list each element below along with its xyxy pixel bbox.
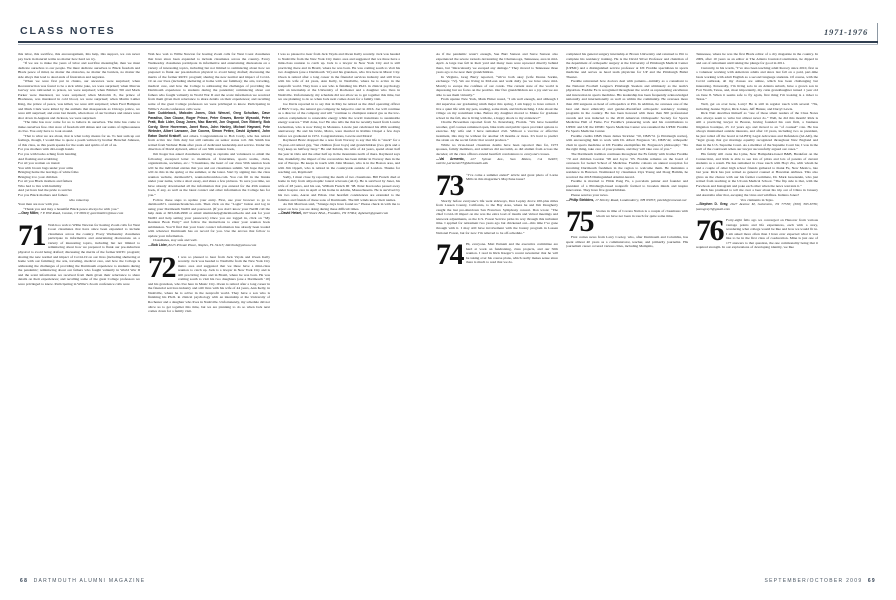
verse-line: You with brown bags under your arms — [18, 165, 74, 170]
paragraph: Classmates, stay safe and well. — [153, 238, 198, 243]
paragraph: Forty-eight falls ago we converged on Hanover from various vantage points and life experiences, each with a story, wondering what college would be like and how we would fit in. I am asked more often than I have ever expected what it was like to be in the first class of coeducation. Mine is just one of 177 answers to that question, the one commonality being that it required strength. In our explorations of developing identity, we like — [696, 218, 818, 250]
class-secretary-signature — [278, 211, 400, 216]
page-number-right: 69 — [867, 578, 876, 584]
column-2 — [148, 52, 270, 564]
paragraph: Freddie reinvented how doctors deal with patients—initially as a consultant to the National Football League’s Pittsburgh Steelers and ultimately as the team’s physician. Freddie Fu is recognized throughout the world as representing excellence and innovation in sports medicine. His leadership has been frequently acknowledged nationally and internationally as well as within the community. He oversees more than 200 surgeons as head of orthopedics at Pitt. In addition, he oversees one of the best and most ethnically and gender-diversified orthopedic residency training programs in the country. He has been honored with more than 300 professional awards and was inducted to the 2016 American Orthopaedic Society for Sports Medicine Hall of Fame. For Freddie’s pioneering work and his contributions to UPMC and UP, the UPMC Sports Medicine Center was renamed the UPMC Freddie Fu Sports Medicine Center. — [566, 79, 688, 134]
class-year-dropcap: 72 — [148, 250, 175, 284]
page-number-left: 68 — [20, 578, 29, 584]
column-3 — [278, 52, 400, 564]
verse-line: Bringing it to your children — [18, 174, 58, 179]
verse-line: Your men are now with you. — [18, 202, 59, 207]
verse-line: And yet have had the pride to survive — [18, 188, 72, 193]
verse-line: who raised up — [68, 197, 90, 202]
paragraph: Sadly, I must close by reporting the death of two classmates. Bill French died at home in July from amyotrophic lateral sclerosis (ALS). He is survived by Janet, his wife of 28 years, and his son, William French III ’08. Peter Kaczowka passed away under hospice care in April at his home in Adams, Massachusetts. He is survived by his two sons, Aaron and Ethan. Our heartfelt condolences are extended to the families and friends of these sons of Dartmouth. The hill winds know their names. — [278, 174, 400, 202]
class-secretary-signature — [696, 202, 818, 211]
paragraph: Shortly before everyone’s life went sideways, Don Lepley drove 100-plus miles from Lassen County, California, to the Bay Area, where he and Jim Dougherty caught the last pre-shutdown San Francisco Symphony concert. Don wrote: “The chief Covid-19 impact on me was the extra load of insults and virtual meetings and telework adjustments, as the U.S. Forest Service picks its way through this turbulent time. I applied for retirement two years ago but chickened out—this time I’ve gone through with it. I may still have involvement with the botany program in Lassen National Forest, but for now I’m relieved to be off-schedule.” — [436, 198, 558, 235]
class-secretary-signature — [436, 157, 558, 166]
signature-name: —Stephen D. Gray, — [696, 202, 729, 207]
paragraph: His family still owns the Lyme, New Hampshire-based B&B, Breakfast on the Connecticut, and Rick is able to see lots of pilots and lots of parents of current students as a result. He has remained in close touch with Hoyt Zia, with whom he and a couple of other high school friends gathered to thank Fu, New Mexico, late last year. Rick has just retired as general counsel at Hawaiian Airlines. This also gives us the chance with our his former roommate, Dr. Mark Greenstein, who just retired from teaching at the UConn Medical School. “The flip side is that, with the Facebook and Instagram and poke each other when the news warrants it.” — [696, 152, 818, 188]
paragraph: First comes news from Larry Cooley, who, after Dartmouth and Columbia, has spent almost 40 years as a communicator, teacher, and primarily journalist. His journalism career covered various cities, including Memphis, — [566, 235, 688, 249]
verse-line: For you Black mothers and fathers — [18, 192, 68, 197]
paragraph: Follow these steps to update your entry. First, use your browser to go to dartmouth71. reunionchronicles.com. Then click on the “Login” button and log in using your Dartmouth NetID and password. (If you don’t know your NetID call the help desk at 603-646-2999 or email alumni.help@dartmouth.edu and ask for your NetID and help setting your password.) Once you are logged in, click on “My Reunion Book Entry” and follow the instructions to enter your reunion book submission. You’ll find that your basic contact information has already been loaded with whatever Dartmouth has on record for you. Use the arrows that follow to update your information. — [148, 197, 270, 238]
paragraph: “If we are to make the years of labor and sacrifice meaningful, then we must dedicate ourselves to our people. We must dedicate ourselves to Black freedom and Black peace of mind, no matter the obstacles, no matter the barriers, no matter the side alleys that lead to dead ends of frustration and negation. — [18, 61, 140, 79]
column-6 — [696, 52, 818, 564]
signature-address: 997 Shore Blvd., Franklin, TN 37064; dghetzel@gmail.com — [301, 211, 389, 216]
publication-name: DARTMOUTH ALUMNI MAGAZINE — [33, 578, 146, 584]
paragraph: Tennessee, where he was the first Black editor of a city magazine in the country. In 2009, after 10 years as an editor at The Atlanta Journal-Constitution, he dipped in and out of retirement until taking the plunge for good in 2011. — [696, 52, 818, 66]
class-year-dropcap: 73 — [436, 168, 463, 202]
class-secretary-signature — [18, 211, 140, 216]
verse-line: For all you women on transit — [18, 161, 60, 166]
paragraph: In Virginia, Greg Barry reported, “We’re both okay (wife Donna Sorkin, exchange ’72). We are living in McLean and walk daily (as we have since mid-March) to escape the confines of our condo. The current state of the world is depressing but we focus on the positive. Our five grandchildren are a joy and we are able to see them virtually.” — [436, 74, 558, 97]
paragraph: “Thank you and may a beautiful Black peace always be with you.” — [23, 206, 119, 211]
paragraph: As Jim Morrison said, “Strange days have found us.” Please check in with me to report on how you are doing during these difficult times. — [278, 202, 400, 211]
paragraph: Joe Davis reported in to say that in May he retired as the chief operating officer of BKV Corp., the natural gas company he helped to start in 2016. Joe will continue as a director of the company and will “continue to champion natural gas as the low-carbon complement to renewable energy while the world transitions to sustainable energy sources.” Well done, Joe! He also tells me that he recently heard from Lawrie Lieberman, who is now living in Montana. Lawrie just celebrated his 48th wedding anniversary. He and his bride, Moira, were married in Rollins Chapel a few days before we graduated in 1972. Congratulations, Lawrie and Moira! — [278, 102, 400, 138]
class-year-entry-1971 — [18, 218, 140, 287]
paragraph: From upstate New York, Mark Elmer noted, “I am well enough, and although I did supervise our graduating ninth major this spring, I am happy to have retired. I live a quiet life with my pets, reading, some math, and birdwatching. I ride about the village on my recumbent trike. Before my daughter moved to Maine for graduate school in the fall, she is living with me, a happy shock to my existence!” — [436, 97, 558, 120]
class-secretary-signature — [148, 243, 270, 248]
paragraph: Freddie is married to Hilda Pang Fu, a porcelain painter and founder and president of a Pittsburgh-based nonprofit formed to broaden minds and inspire innovation. They have five grandchildren. — [566, 179, 688, 193]
class-secretary-signature — [566, 198, 688, 203]
page-title: CLASS NOTES — [20, 25, 116, 37]
paragraph: Stories in time of Corona Nation is a couple of classmates with whom we have not been in touch for quite some time. — [596, 209, 688, 218]
paragraph: completed his general surgery internship at Brown University and returned to Pitt to complete his residency training. He is the David Silver Professor and chairman of the department of orthopedic surgery at the University of Pittsburgh Medical Center (UPMC) and a distinguished service professor at UP. Freddie specializes in sports medicine and serves as head team physician for UP and the Pittsburgh Ballet Theater. — [566, 52, 688, 79]
paragraph: I was so pleased to hear from Jack Vayda and Owen Kelly recently. Jack was headed to Nashville from the New York City metro area and suggested that we three have a mini-class reunion to catch up. Jack is a lawyer in New York City and is still practicing there and in Brazil, where he was born. He was coming south to visit his two daughters (one a Dartmouth ’10) and his grandson, who live here in Music City. Owen is retired after a long career in the financial services industry and still lives with his wife of 44 years, Ann Kelly, in Nashville, where he is active in the nonprofit world. They have a son who is finishing his Ph.D. in clinical psychology with an internship at the University of Rochester and a daughter who lives in Nashville. Unfortunately, my schedule did not allow us to get together this time, but we are planning to do so when Jack next comes down for a family visit. — [278, 52, 400, 102]
column-5 — [566, 52, 688, 564]
class-year-range: 1971-1976 — [823, 27, 868, 37]
classmate-name-list — [148, 111, 270, 152]
paragraph: Jim Koger has asked classmates serving as captains and volunteers to email the following excerpted letter to members of fraternities, sports teams, clubs, organizations, societies, etc.: “Classmates, the heart of our class 50th reunion book will be the individual entries that you and our classmates submit. We hope that you will do this in the spring or the summer, at the latest. Start by signing into the class reunion website, dartmouth71, reunionchronicles.com. You can fill in the blanks under your name, write a short essay, and share a few pictures. To save you time, we have already downloaded all the information that you entered for the 45th reunion book, if any, as well as the latest contact and other information the College has for you.” — [148, 152, 270, 197]
class-year-dropcap: 75 — [566, 205, 593, 239]
class-year-dropcap: 71 — [18, 218, 45, 252]
paragraph: “The time has now come for us to believe in ourselves. The time has come to make ourselves free. Our store of freedom still shines and our saints of righteousness do live. You only have to look around. — [18, 120, 140, 134]
signature-address: 17 Shirley Road, Londonderry, NH 03053; pstebb@comcast.net — [594, 197, 687, 202]
signature-name: —Philip Stebbins, — [566, 197, 595, 202]
paragraph: this labor, this sacrifice, this encouragement, this help, this support, we can never pay back in material terms no matter how hard we try. — [18, 52, 140, 61]
paragraph: Raymond Bratz dropped me a note from Norway to say that life is “slack” for a 73-year-old retired guy, “but children (four boys) and grandchildren (two girls and a boy) keep us halfway busy.” He and Kristin, his wife of 44 years, spend about half the year in Oslo and the other half up in the mountains north of there. Raymond says that, thankfully, the impact of the coronavirus has been milder in Norway than in the rest of Europe. He keeps in touch with John Mauser, who is in the Boston area, and with Jim Oppelt, who is retired in the countryside outside of London. Thanks for reaching out, Raymond! — [278, 138, 400, 175]
paragraph: While no virus-based classmate deaths have been reported thus far, 1973 spouses, family members, and relatives did succumb, as did alumni from across the decades; all the class officers extend heartfelt condolences to everyone’s losses. — [436, 142, 558, 157]
latin-motto: Vox clamantis in Tejas. — [740, 197, 774, 202]
verse-line: Bringing home the leavings of white folks — [18, 170, 79, 175]
paragraph: Rich has promised to tell me over a beer about his trip out of China in January and Australia after that, escaping the virus and wildfires. Indiana Jones? — [696, 188, 818, 197]
paragraph: As if the pandemic wasn’t enough, Sue Burt Stetson and Steve Stetson also experienced the severe tornado devastating the Chattanooga, Tennessee, area in mid-April. A large tree fell in their yard and many trees were uprooted directly behind there, but “miraculously we escaped any damage.” They moved to Tennessee three years ago to be near their grandchildren. — [436, 52, 558, 75]
paragraph: Well, get on over here, Larry! He is still in regular touch with several ’76s, including Jeanne Taylor, Rick Jones, Jeff Hunter, and Darryl Lewis. — [696, 102, 818, 111]
footer-left — [20, 578, 145, 584]
class-year-entry-1974 — [436, 238, 558, 272]
column-4 — [436, 52, 558, 564]
class-year-entry-1972 — [148, 250, 270, 314]
paragraph: “When we were first put in chains, our ancestors were surprised; when Reconstruction was found to be a sick white joke, we were surprised; when Marcus Garvey was railroaded to prison, we were surprised; when Emmett Till and Mack Parker were murdered, we were surprised; when Malcolm X, the prince of Blackness, was murdered in cold blood, we were surprised; when Martin Luther King, the prince of peace, was killed, we were still surprised; when Fred Hampton and Mark Clark were killed by the animals that masquerade as Chicago police, we were still surprised; and even last month, when more of our brothers and sisters were shot down in Augusta and Jackson, we were surprised. — [18, 79, 140, 120]
footer-right — [764, 578, 876, 584]
verse-line: For you mothers with dirt-rough hands — [18, 147, 74, 152]
paragraph: Wah hoo wah to Willie Newton for hosting Zoom calls for West Coast classmates that have since been expanded to include classmates across the country. Every Wednesday classmates participate in informative and entertaining discussions on a variety of interesting topics, including but not limited to reminiscing about how we prepared to flunk our pre-induction physical to avoid being drafted; discussing the merits of the former ROTC program; sharing the new normal and impact of Covid-19 on our lives (including sheltering at home with our families); the arts, traveling, medical care, and how the College is addressing the challenges of providing the Dartmouth experience to students during the pandemic; reminiscing about our fathers who fought valiantly in World War II and the scant information we received from them given their reluctance to share details on their experiences; and recalling some of the great College professors we were privileged to know. Participating in Willie’s Zoom conference calls were — [18, 222, 140, 286]
class-year-dropcap: 74 — [436, 238, 463, 272]
verse-line: For you with backs aching from bending — [18, 152, 77, 157]
signature-name: —Val Armento, — [436, 156, 465, 161]
paragraph: The Dartmouth tradition continues throughout the Fu family with brother Freddie ’70 and children Gordon ’98 and Joyce ’03. Freddie remains on the board of overseers for Geisel School of Medicine. Freddie cohosts an annual reception for incoming Dartmouth freshmen in the region to welcome them. He maintains a residence in Hanover. Nominated by classmates Ziya Young and Doug Hamlin, he received the 2018 Distinguished Alumni Award. — [566, 152, 688, 179]
header-rule-thin — [18, 44, 878, 45]
bold-names: Sam Cuddeback, Malcolm Jones, Dick Wenzel, Greg Schulkan, Dave Paradiso, Dan Clouse, Roger Prince, Peter Graves, Bernie Wysocki, Peter Pratt, Bob Lider, Doug Jones, Mac Barrett, Jon Osgood, Don Ebberly, Bob Cordy, Steve Hoverman, Janet Ross, John Hanley, Michael Haynard, Pete Webster, Albert Lansane, Joe Cocera, Simon Pettee, David Aylward, John Eaton David Krakoff — [148, 111, 270, 138]
issue-date: SEPTEMBER/OCTOBER 2009 — [764, 578, 863, 584]
paragraph: Please send us your news. — [571, 192, 609, 197]
paragraph: I was so pleased to hear from Jack Vayda and Owen Kelly recently. Jack was headed to Nashville from the New York City metro area and suggested that we three have a mini-class reunion to catch up. Jack is a lawyer in New York City and is still practicing there and in Brazil, where he was born. He was coming south to visit his two daughters (one a Dartmouth ’10) and his grandson, who live here in Music City. Owen is retired after a long career in the financial services industry and still lives with his wife of 44 years, Ann Kelly, in Nashville, where he is active in the nonprofit world. They have a son who is finishing his Ph.D. in clinical psychology with an internship at the University of Rochester and a daughter who lives in Nashville. Unfortunately, my schedule did not allow us to get together this time, but we are planning to do so when Jack next comes down for a family visit. — [148, 254, 270, 314]
signature-name: —Bob Lider, — [148, 242, 168, 247]
signature-address: 8225 Private Place, Naples, FL 34113; liderbob@yahoo.com — [167, 242, 257, 247]
paragraph-text: Wah hoo wah to Willie Newton for hosting Zoom calls for West Coast classmates that have since been expanded to include classmates across the country. Every Wednesday classmates participate in informative and entertaining discussions on a variety of interesting topics, including but not limited to reminiscing about how we prepared to flunk our pre-induction physical to avoid being drafted; discussing the merits of the former ROTC program; sharing the new normal and impact of Covid-19 on our lives (including sheltering at home with our families); the arts, traveling, medical care, and how the College is addressing the challenges of providing the Dartmouth experience to students during the pandemic; reminiscing about our fathers who fought valiantly in World War II and the scant information we received from them given their reluctance to share details on their experiences; and recalling some of the great College professors we were privileged to know. Participating in Willie’s Zoom conference calls were — [148, 52, 270, 111]
paragraph: “That is what we are about, that is what today means for us. To best sum up our feelings, though, I would like to quote a poem written by brother Herschel Johnson, of this class, as this poem speaks for the souls and spirits of all of us. — [18, 133, 140, 147]
paragraph: Charlie Bowerman reported from St. Petersburg, Florida. “We have beautiful weather, golf courses remained open, bike trails and public space provided options to exercise. My wife and I have remained civil. Without a vaccine or effective treatment, this may be without for another 18 months or more. It’s hard to predict the strain on the social fabric that would produce.” — [436, 120, 558, 143]
signature-name: —David Hetzel, — [278, 211, 302, 216]
signature-address: 7 E Hill Road, Canton, CT 06019; garettmiller@mac.com — [39, 211, 124, 216]
column-1 — [18, 52, 140, 564]
paragraph: Hi, everyone. Matt Putnam and the executive committee are hard at work on fundraising, class projects, and our 50th reunion. I read in Rick Raeger’s recent newsletter that he will be taking over his course plans, which really makes sense since there is much to read that we do. — [466, 242, 558, 265]
signature-address: 2627 Avenue M, Galveston, TX 77550; (650) 303-6736; jeansgray3@gmail.com — [696, 202, 818, 211]
paragraph: Freddie credits DMS Dean James Strickler ’50, DMS’51 (a Pittsburgh native), with encouraging him to work with Dr. Albert Ferguson ’41, DMS’42, orthopedic chair in sports medicine at UP. Freddie exemplifies Dr. Ferguson’s philosophy: “Do the right thing, take care of your patients, and they will take care of you.” — [566, 133, 688, 152]
class-year-dropcap: 76 — [696, 214, 723, 248]
class-year-entry-1976 — [696, 214, 818, 250]
paragraph: Currently, in his words, “I’ve also been teaching adult literacy since 2010, first as a volunteer working with American adults and since last fall on a paid, part-time basis working with adult English as a second language students. Of course, with the Covid outbreak, all my classes are online, which has been challenging but interesting. Personally, I’m living solo in an Atlanta suburb, have a grown son in Fort Worth, Texas, and, most importantly, my cutie granddaughter turned 1 year old on June 8. When it seems safe to fly again, first thing I’m looking is a ticket to Texas.” — [696, 65, 818, 102]
paragraph-text: , and others. Congratulations to Bob Cordy, who has retired from active law firm duty but still remains on senior status roll. Jim Smith has retired from Webster Bank after years of dedicated leadership and service. Under the direction of David Aylward, editor of our 50th reunion book, — [148, 133, 270, 152]
verse-line: And flashing and scrubbing — [18, 156, 58, 161]
paragraph — [148, 52, 270, 111]
verse-line: For all you Black mothers and fathers — [18, 179, 73, 184]
class-year-entry-1973 — [436, 168, 558, 202]
verse-line: Who had to live with humility — [18, 183, 62, 188]
paragraph: Rick Nutt describes himself as “one of those silent readers of the Class Notes who always seem to write but almost never do.” Well, he did this month! Rick is still a practicing lawyer in Boston, having founded his own firm, a business litigation boutique, 25 1/2 years ago and moved to an “of counsel” role. He has always maintained outside interests, and after 10 years, including two as president, he just rolled off the board at GLBTQ Legal Advocates and Defenders (GLAD), the “legal group that got marriage equality recognized throughout New England and then in the U.S. Supreme Court. As a member of the Supreme Court bar, I was in the well of the courtroom when our lawyer successfully argued our cases.” — [696, 111, 818, 152]
paragraph: “I’ve come a summer ended” article and great photo of Lorna Mills in this magazine’s May/June issue? — [466, 172, 558, 182]
page-header — [0, 0, 896, 46]
signature-address: 227 Sylvan Ave., San Mateo, CA 94403; valerie.j.armento73@dartmouth.edu — [436, 156, 558, 166]
signature-name: —Gary Miller, — [18, 211, 40, 216]
article-columns — [18, 52, 878, 564]
class-year-entry-1975 — [566, 205, 688, 239]
